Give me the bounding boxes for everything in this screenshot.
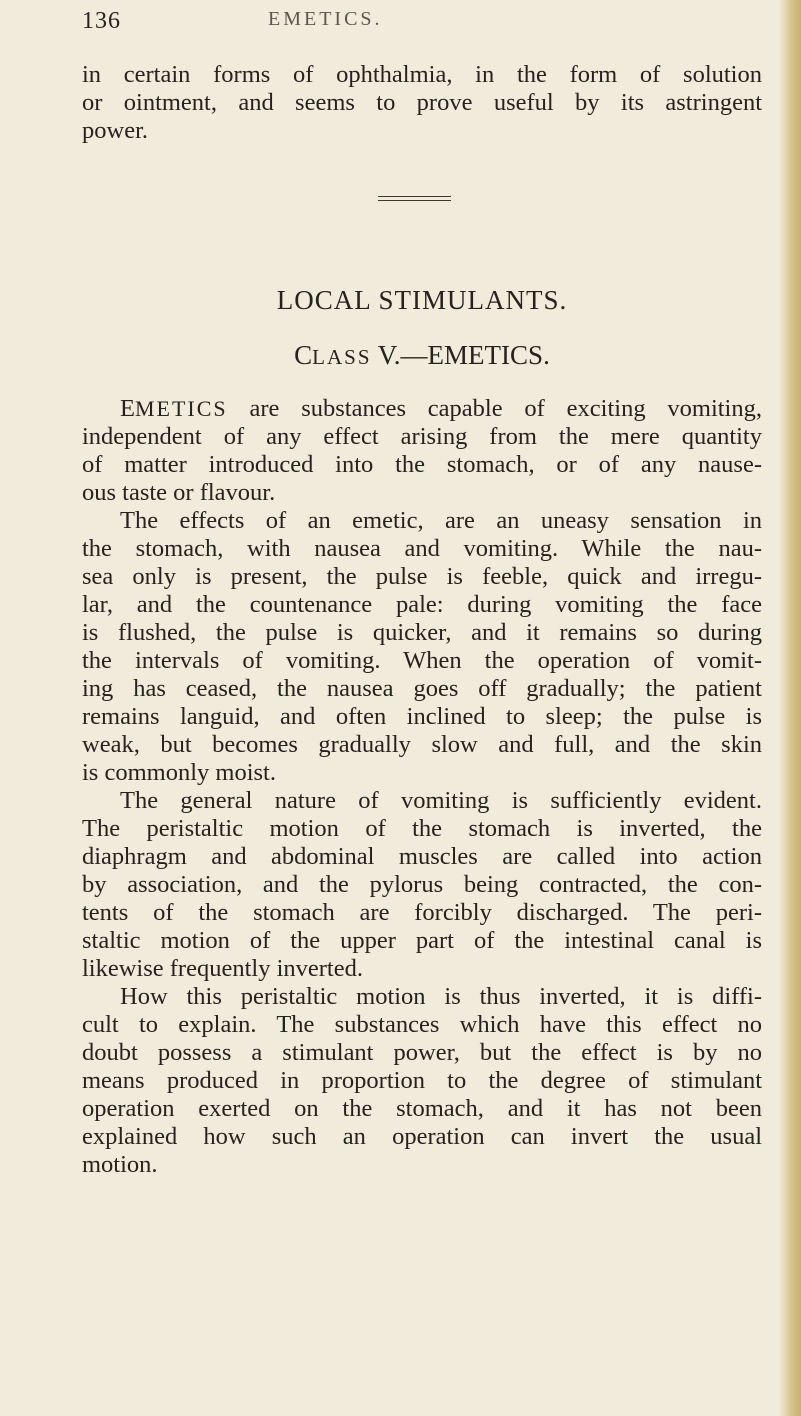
body-line: remains languid, and often inclined to sleep; the pulse is [82,703,762,730]
intro-line: in certain forms of ophthalmia, in the form of solution [82,61,762,88]
body-line: independent of any effect arising from the mere quantity [82,423,762,450]
running-title: EMETICS. [268,8,383,30]
body-line: motion. [82,1151,158,1178]
lead-rest: are substances capable of exciting vomiting, [227,395,762,422]
body-line: ing has ceased, the nausea goes off gradually; the patient [82,675,762,702]
body-line: of matter introduced into the stomach, or of any nause- [82,451,762,478]
section-title: LOCAL STIMULANTS. [276,285,568,315]
body-line: the intervals of vomiting. When the operation of vomit- [82,647,762,674]
class-heading [82,340,762,371]
body-line: by association, and the pylorus being contracted, the con- [82,871,762,898]
body-line: lar, and the countenance pale: during vomiting the face [82,591,762,618]
body-line: diaphragm and abdominal muscles are called into action [82,843,762,870]
body-line: the stomach, with nausea and vomiting. While the nau- [82,535,762,562]
page-header [82,8,722,38]
body-line: doubt possess a stimulant power, but the effect is by no [82,1039,762,1066]
section-rule [378,200,451,201]
body-line: cult to explain. The substances which have this effect no [82,1011,762,1038]
body-line: The peristaltic motion of the stomach is inverted, the [82,815,762,842]
body-line: weak, but becomes gradually slow and full, and the skin [82,731,762,758]
intro-line: or ointment, and seems to prove useful by its astringent [82,89,762,116]
body-line: explained how such an operation can invert the usual [82,1123,762,1150]
body-line: means produced in proportion to the degree of stimulant [82,1067,762,1094]
body-line: sea only is present, the pulse is feeble, quick and irregu- [82,563,762,590]
body-line: staltic motion of the upper part of the intestinal canal is [82,927,762,954]
body-line: is flushed, the pulse is quicker, and it remains so during [82,619,762,646]
class-heading-rest: V.—EMETICS. [371,340,550,370]
body-line: likewise frequently inverted. [82,955,363,982]
section-rule [378,196,451,197]
paragraph-lead-line [120,395,762,423]
body-line: The effects of an emetic, are an uneasy sensation in [120,507,762,534]
page-edge [779,0,801,1416]
intro-line: power. [82,117,148,144]
class-heading-initial: C [294,340,313,370]
page-number: 136 [82,8,121,34]
body-line: operation exerted on the stomach, and it has not been [82,1095,762,1122]
lead-small-caps: METICS [134,396,228,421]
class-heading-small-caps: LASS [312,345,372,369]
lead-initial: E [120,395,135,422]
body-line: The general nature of vomiting is sufficiently evident. [120,787,762,814]
body-line: ous taste or flavour. [82,479,276,506]
body-line: tents of the stomach are forcibly discharged. The peri- [82,899,762,926]
body-line: is commonly moist. [82,759,276,786]
body-line: How this peristaltic motion is thus inverted, it is diffi- [120,983,762,1010]
